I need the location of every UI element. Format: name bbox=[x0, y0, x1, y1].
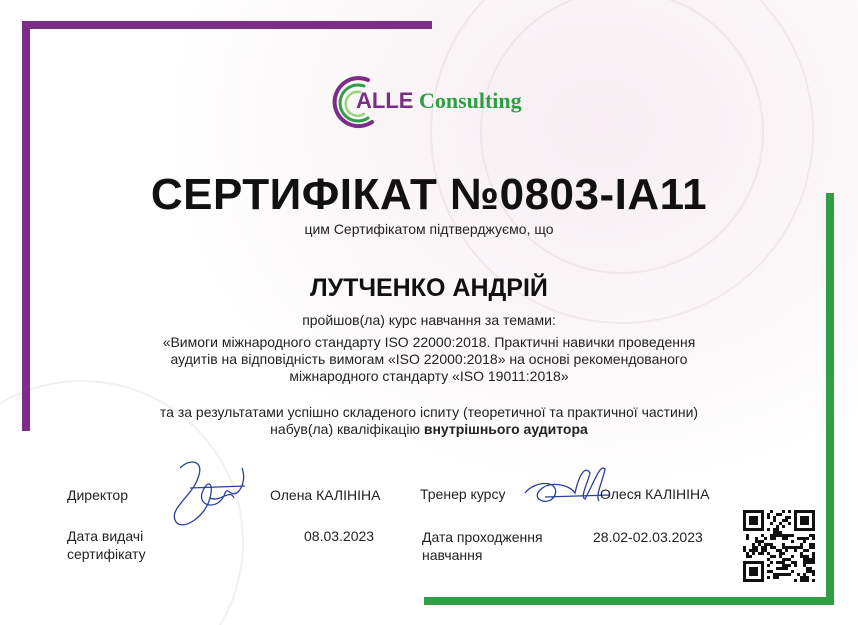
qr-module bbox=[788, 516, 791, 519]
company-logo bbox=[328, 72, 538, 132]
qualification-line bbox=[0, 421, 858, 437]
qr-module bbox=[782, 552, 785, 555]
qr-module bbox=[782, 525, 785, 528]
qr-module bbox=[767, 576, 770, 579]
qr-module bbox=[767, 564, 770, 567]
qr-module bbox=[791, 534, 794, 537]
trainer-role: Тренер курсу bbox=[420, 486, 506, 502]
qr-module bbox=[752, 552, 755, 555]
qr-module bbox=[773, 537, 776, 540]
qr-module bbox=[803, 540, 806, 543]
qr-module bbox=[806, 537, 809, 540]
qualification-title: внутрішнього аудитора bbox=[423, 421, 588, 437]
qr-module bbox=[770, 561, 773, 564]
qr-module bbox=[812, 573, 815, 576]
qr-module bbox=[791, 570, 794, 573]
course-line: міжнародного стандарту «ISO 19011:2018» bbox=[289, 368, 569, 384]
qr-module bbox=[749, 516, 758, 525]
qr-module bbox=[764, 537, 767, 540]
completed-course-line: пройшов(ла) курс навчання за темами: bbox=[302, 312, 556, 328]
qr-module bbox=[761, 552, 764, 555]
qr-module bbox=[785, 537, 788, 540]
issue-date-label-line: сертифікату bbox=[67, 546, 146, 562]
qr-module bbox=[812, 561, 815, 564]
training-dates-label bbox=[422, 528, 543, 564]
qr-module bbox=[770, 522, 773, 525]
frame-bottom-bar bbox=[424, 597, 834, 605]
frame-right-bar bbox=[826, 193, 834, 605]
certificate-title: СЕРТИФІКАТ №0803-ІА11 bbox=[150, 170, 708, 219]
director-name: Олена КАЛІНІНА bbox=[270, 487, 381, 503]
qr-module bbox=[800, 516, 809, 525]
course-line: аудитів на відповідність вимогам «ISO 22000:2018» на основі рекомендованого bbox=[170, 351, 688, 367]
qr-module bbox=[794, 510, 797, 531]
qr-module bbox=[785, 549, 788, 552]
exam-result-line: та за результатами успішно складеного іспиту (теоретичної та практичної частини) bbox=[159, 404, 699, 420]
training-dates-label-line: Дата проходження bbox=[422, 529, 543, 545]
qr-module bbox=[788, 522, 791, 525]
recipient-name: ЛУТЧЕНКО АНДРІЙ bbox=[310, 274, 548, 302]
course-line: «Вимоги міжнародного стандарту ISO 22000:2018. Практичні навички проведення bbox=[162, 334, 696, 350]
logo-brand: ALLE bbox=[356, 88, 414, 113]
qr-module bbox=[779, 513, 782, 516]
issue-date-label-line: Дата видачі bbox=[67, 528, 144, 544]
logo-wordmark bbox=[356, 88, 522, 114]
qr-module bbox=[806, 579, 809, 582]
qr-module bbox=[773, 555, 776, 558]
qr-module bbox=[788, 510, 791, 513]
qr-module bbox=[767, 528, 770, 531]
qr-module bbox=[794, 564, 797, 567]
qr-module bbox=[794, 579, 797, 582]
qr-module bbox=[749, 567, 758, 576]
qr-module bbox=[806, 549, 809, 552]
course-topics bbox=[120, 334, 738, 385]
qr-module bbox=[785, 567, 788, 570]
qr-module bbox=[746, 537, 749, 540]
qr-module bbox=[761, 561, 764, 582]
training-dates: 28.02-02.03.2023 bbox=[593, 529, 703, 545]
trainer-name: Олеся КАЛІНІНА bbox=[600, 486, 710, 502]
qr-module bbox=[743, 510, 746, 531]
qr-module bbox=[743, 561, 746, 582]
qr-module bbox=[773, 519, 776, 522]
qr-module bbox=[782, 510, 785, 513]
qr-module bbox=[761, 510, 764, 531]
qr-module bbox=[770, 510, 773, 513]
qr-module bbox=[794, 549, 797, 552]
director-signature-icon bbox=[150, 448, 260, 543]
qr-module bbox=[788, 573, 791, 576]
logo-suffix: Consulting bbox=[413, 88, 522, 113]
qr-module bbox=[812, 546, 815, 549]
qr-module bbox=[788, 564, 791, 567]
certificate-subtitle: цим Сертифікатом підтверджуємо, що bbox=[304, 221, 554, 237]
frame-top-left-bar bbox=[22, 21, 432, 29]
qr-module bbox=[812, 579, 815, 582]
qr-module bbox=[776, 576, 779, 579]
qr-module bbox=[791, 555, 794, 558]
issue-date-label bbox=[67, 527, 146, 563]
qr-module bbox=[749, 555, 752, 558]
qualification-prefix: набув(ла) кваліфікацію bbox=[270, 421, 424, 437]
qr-module bbox=[812, 537, 815, 540]
qr-module bbox=[791, 540, 794, 543]
training-dates-label-line: навчання bbox=[422, 547, 483, 563]
qr-module bbox=[812, 510, 815, 531]
director-role: Директор bbox=[67, 487, 128, 503]
qr-code-icon[interactable] bbox=[743, 510, 815, 582]
qr-module bbox=[767, 516, 770, 519]
issue-date: 08.03.2023 bbox=[304, 528, 375, 544]
